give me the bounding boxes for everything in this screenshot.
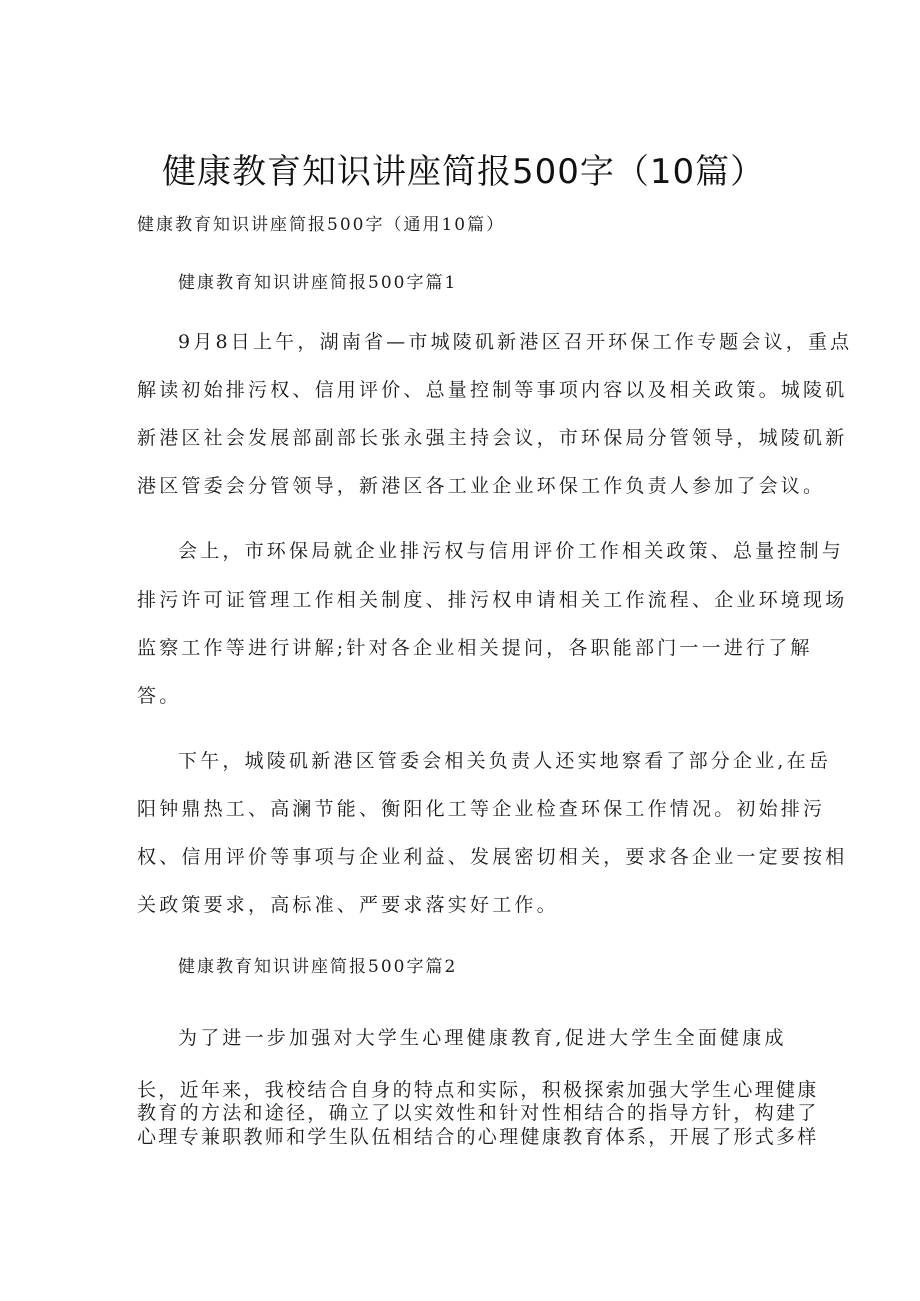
paragraph-line: 监察工作等进行讲解;针对各企业相关提问，各职能部门一一进行了解 <box>137 637 813 659</box>
paragraph-line: 下午，城陵矶新港区管委会相关负责人还实地察看了部分企业,在岳 <box>178 750 832 772</box>
paragraph-line: 阳钟鼎热工、高澜节能、衡阳化工等企业检查环保工作情况。初始排污 <box>137 798 826 820</box>
paragraph-line: 关政策要求，高标准、严要求落实好工作。 <box>137 894 559 916</box>
paragraph-line: 解读初始排污权、信用评价、总量控制等事项内容以及相关政策。城陵矶 <box>137 379 848 401</box>
paragraph-line: 答。 <box>137 685 182 707</box>
document-title: 健康教育知识讲座简报500字（10篇） <box>162 152 766 192</box>
document-subtitle: 健康教育知识讲座简报500字（通用10篇） <box>137 215 506 235</box>
paragraph-line: 长，近年来，我校结合自身的特点和实际，积极探索加强大学生心理健康 <box>137 1079 819 1101</box>
section-heading-2: 健康教育知识讲座简报500字篇2 <box>178 957 458 977</box>
section-heading-1: 健康教育知识讲座简报500字篇1 <box>178 273 458 293</box>
paragraph-line: 会上，市环保局就企业排污权与信用评价工作相关政策、总量控制与 <box>178 540 845 562</box>
paragraph-line: 排污许可证管理工作相关制度、排污权申请相关工作流程、企业环境现场 <box>137 589 848 611</box>
paragraph-line: 9月8日上午，湖南省—市城陵矶新港区召开环保工作专题会议，重点 <box>178 331 853 353</box>
paragraph-line: 新港区社会发展部副部长张永强主持会议，市环保局分管领导，城陵矶新 <box>137 427 848 449</box>
paragraph-line: 港区管委会分管领导，新港区各工业企业环保工作负责人参加了会议。 <box>137 475 826 497</box>
paragraph-line: 权、信用评价等事项与企业利益、发展密切相关，要求各企业一定要按相 <box>137 846 848 868</box>
paragraph-line: 为了进一步加强对大学生心理健康教育,促进大学生全面健康成 <box>178 1027 787 1049</box>
paragraph-line: 心理专兼职教师和学生队伍相结合的心理健康教育体系，开展了形式多样 <box>137 1126 819 1148</box>
paragraph-line: 教育的方法和途径，确立了以实效性和针对性相结合的指导方针，构建了 <box>137 1102 819 1124</box>
